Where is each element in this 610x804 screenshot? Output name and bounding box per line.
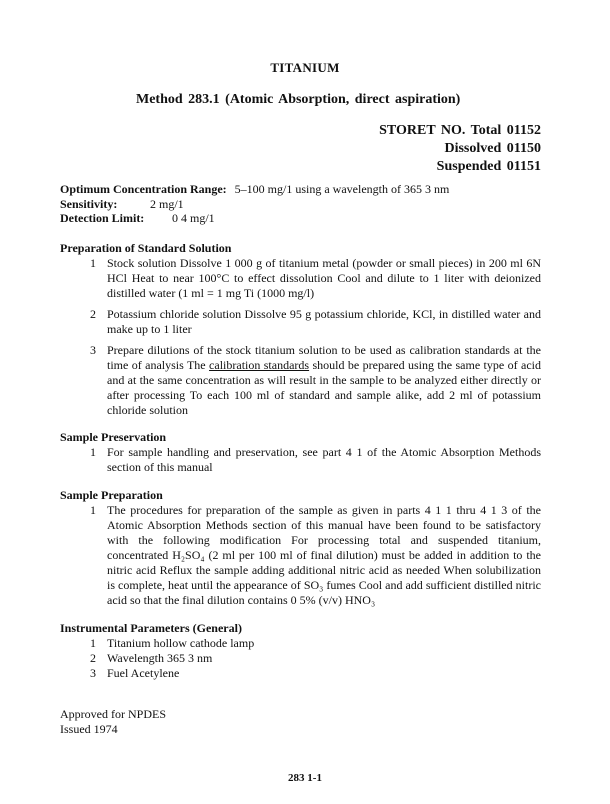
item-number: 1 — [90, 255, 96, 270]
item-text-part: should be prepared using the same type of acid and at the same concentration as will result in the sample to be analyzed either directly or after processing To each 100 ml of standard and sample alike, add 2 ml of potassium chloride solution — [107, 357, 541, 417]
param-label: Sensitivity: — [60, 196, 118, 211]
item-text: Wavelength 365 3 nm — [107, 650, 213, 665]
param-value: 2 mg/1 — [150, 196, 184, 211]
standard-solution-list — [60, 256, 541, 418]
item-number: 1 — [90, 635, 96, 650]
underlined-term: calibration standards — [209, 357, 310, 372]
approval-note — [60, 707, 541, 737]
item-text — [107, 343, 541, 418]
storet-total: STORET NO. Total 01152 — [379, 123, 541, 138]
item-text: Fuel Acetylene — [107, 665, 180, 680]
item-text: For sample handling and preservation, see part 4 1 of the Atomic Absorption Methods section of this manual — [107, 444, 541, 474]
item-number: 2 — [90, 650, 96, 665]
list-item — [60, 651, 541, 666]
instrumental-list — [60, 636, 541, 681]
storet-numbers — [379, 122, 541, 176]
method-parameters — [60, 182, 541, 226]
list-item — [60, 503, 541, 608]
param-label: Optimum Concentration Range: — [60, 182, 227, 196]
list-item — [60, 343, 541, 418]
list-item — [60, 666, 541, 681]
param-label: Detection Limit: — [60, 211, 145, 225]
item-number: 1 — [90, 444, 96, 459]
method-heading: Method 283.1 (Atomic Absorption, direct aspiration) — [136, 92, 461, 107]
list-item — [60, 307, 541, 337]
section-heading: Sample Preservation — [60, 429, 167, 444]
param-value: 5–100 mg/1 using a wavelength of 365 3 nm — [234, 182, 450, 196]
approved-text: Approved for NPDES — [60, 706, 166, 721]
list-item — [60, 636, 541, 651]
item-text-part: Prepare dilutions of the stock titanium solution to be used as calibration standards at the time of analysis The — [107, 342, 541, 372]
page-number: 283 1-1 — [288, 771, 322, 784]
preparation-list — [60, 503, 541, 608]
section-heading: Preparation of Standard Solution — [60, 240, 232, 255]
preservation-list — [60, 445, 541, 475]
document-body — [60, 182, 541, 804]
storet-dissolved: Dissolved 01150 — [444, 141, 541, 156]
item-number: 1 — [90, 502, 96, 517]
item-text: Stock solution Dissolve 1 000 g of titanium metal (powder or small pieces) in 200 ml 6N HCl Heat to near 100°C to effect dissolution Cool and dilute to 1 liter with deionized distilled water (1 ml = 1 mg Ti (1000 mg/l) — [107, 255, 541, 300]
document-title: TITANIUM — [270, 60, 340, 75]
list-item — [60, 445, 541, 475]
item-number: 3 — [90, 665, 96, 680]
item-number: 3 — [90, 342, 96, 357]
section-heading: Instrumental Parameters (General) — [60, 620, 242, 635]
item-text: The procedures for preparation of the sample as given in parts 4 1 1 thru 4 1 3 of the Atomic Absorption Methods section of this manual have been found to be satisfactory with the following modification For processing total and suspended titanium, concentrated H₂SO₄ (2 ml per 100 ml of final dilution) must be added in addition to the nitric acid Reflux the sample adding additional nitric acid as needed When solubilization is complete, heat until the appearance of SO₃ fumes Cool and add sufficient distilled nitric acid so that the final dilution contains 0 5% (v/v) HNO₃ — [107, 502, 541, 607]
item-text: Potassium chloride solution Dissolve 95 g potassium chloride, KCl, in distilled water and make up to 1 liter — [107, 306, 541, 336]
issued-text: Issued 1974 — [60, 721, 118, 736]
param-value: 0 4 mg/1 — [172, 211, 215, 225]
item-text: Titanium hollow cathode lamp — [107, 635, 255, 650]
list-item — [60, 256, 541, 301]
section-heading: Sample Preparation — [60, 487, 163, 502]
item-number: 2 — [90, 306, 96, 321]
storet-suspended: Suspended 01151 — [436, 159, 541, 174]
